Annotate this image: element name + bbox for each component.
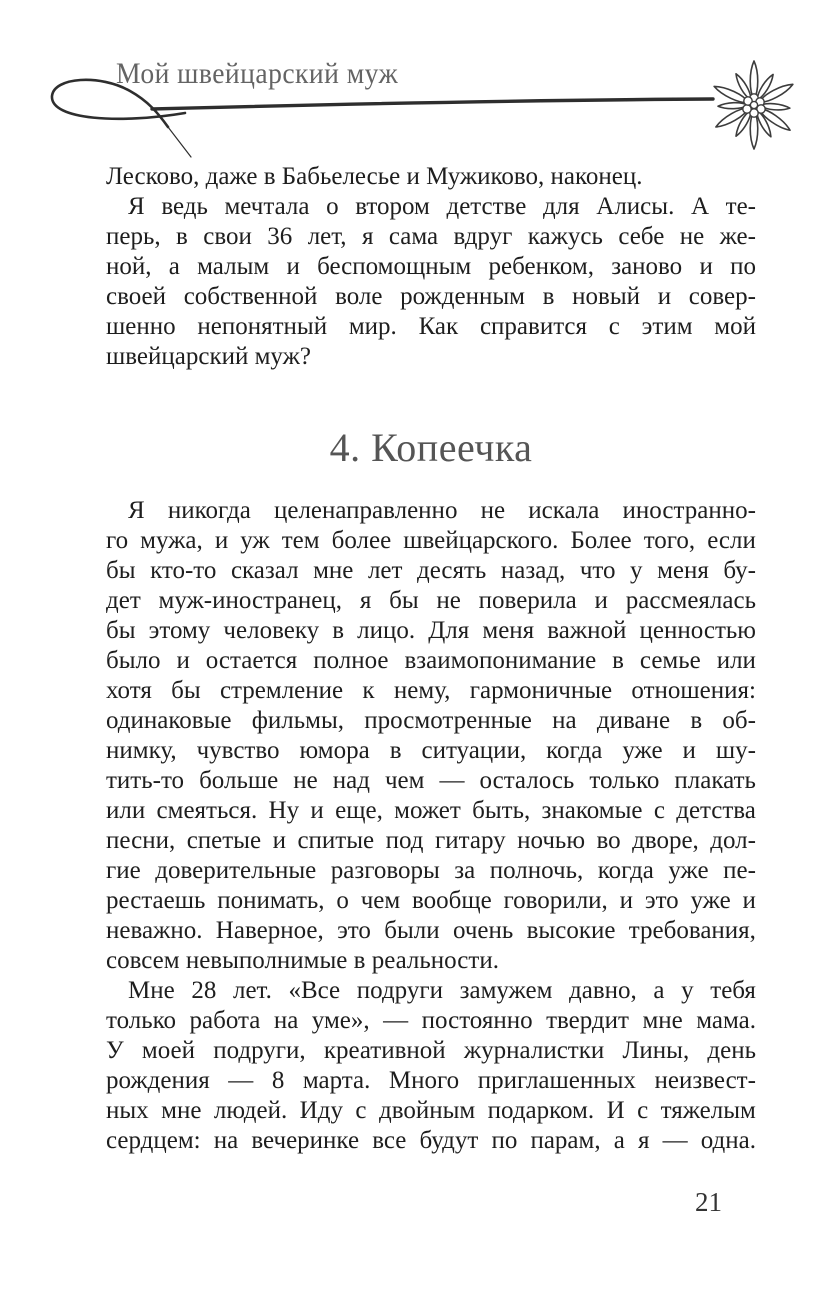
edelweiss-flower-icon [706,56,802,154]
running-header-title: Мой швейцарский муж [116,57,399,90]
text-line: или смеяться. Ну и еще, может быть, знакомые с детства [106,797,756,824]
text-line: го мужа, и уж тем более швейцарского. Более того, если [106,527,756,554]
text-line: совсем невыполнимые в реальности. [106,947,499,974]
text-line: сердцем: на вечеринке все будут по парам, а я — одна. [106,1127,756,1154]
text-line: своей собственной воле рожденным в новый и совер- [106,283,756,310]
text-line: рестаешь понимать, о чем вообще говорили, и это уже и [106,887,756,914]
text-line: одинаковые фильмы, просмотренные на диване в об- [106,707,756,734]
text-line: рождения — 8 марта. Много приглашенных неизвест- [106,1067,756,1094]
text-line: шенно непонятный мир. Как справится с этим мой [106,313,756,340]
text-line: Лесково, даже в Бабьелесье и Мужиково, наконец. [106,163,643,190]
text-line: дет муж-иностранец, я бы не поверила и рассмеялась [106,587,756,614]
text-line: бы этому человеку в лицо. Для меня важной ценностью [106,617,756,644]
text-line: хотя бы стремление к нему, гармоничные отношения: [106,677,756,704]
text-line: гие доверительные разговоры за полночь, когда уже пе- [106,857,756,884]
text-line: тить-то больше не над чем — осталось только плакать [106,767,756,794]
text-line: песни, спетые и спитые под гитару ночью во дворе, дол- [106,827,756,854]
text-line: ных мне людей. Иду с двойным подарком. И с тяжелым [106,1097,756,1124]
text-line: Мне 28 лет. «Все подруги замужем давно, а у тебя [128,977,756,1004]
text-line: Я никогда целенаправленно не искала иностранно- [128,497,756,524]
page-text [106,162,756,1156]
page-header [0,0,840,170]
paragraphs-before-heading [106,162,756,372]
text-line: нимку, чувство юмора в ситуации, когда уже и шу- [106,737,756,764]
chapter-heading: 4. Копеечка [329,425,533,470]
text-line: швейцарский муж? [106,343,311,370]
text-line: перь, в свои 36 лет, я сама вдруг кажусь себе не же- [106,223,756,250]
page-number: 21 [695,1187,722,1217]
text-line: бы кто-то сказал мне лет десять назад, что у меня бу- [106,557,756,584]
text-line: У моей подруги, креативной журналистки Лины, день [106,1037,756,1064]
paragraphs-after-heading [106,496,756,1156]
text-line: ной, а малым и беспомощным ребенком, заново и по [106,253,756,280]
text-line: было и остается полное взаимопонимание в семье или [106,647,756,674]
text-line: неважно. Наверное, это были очень высокие требования, [106,917,756,944]
text-line: только работа на уме», — постоянно твердит мне мама. [106,1007,756,1034]
text-line: Я ведь мечтала о втором детстве для Алисы. А те- [128,193,756,220]
